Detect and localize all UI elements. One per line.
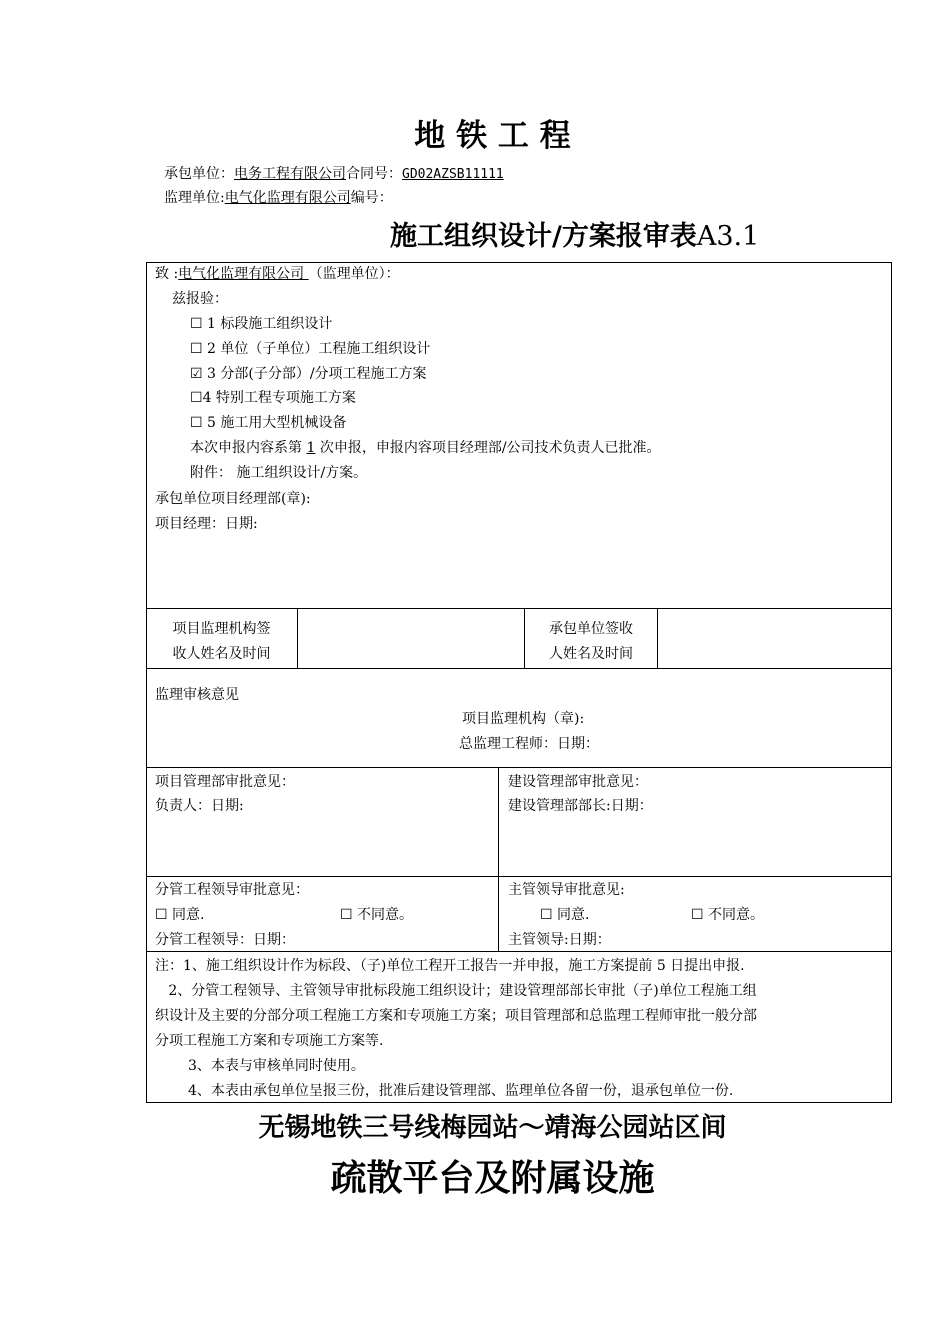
pm-dept-opinion: 项目管理部审批意见：	[155, 774, 295, 790]
contractor-sign-line2: 人姓名及时间	[549, 646, 633, 662]
declare-post: 次申报，申报内容项目经理部/公司技术负责人已批准。	[315, 440, 661, 456]
contractor-value: 电务工程有限公司	[234, 166, 346, 182]
supervisor-sign-line1: 项目监理机构签	[172, 621, 271, 637]
option-item	[190, 365, 427, 383]
sub-leader-disagree-checkbox[interactable]: ☐ 不同意。	[340, 907, 414, 923]
manager-date: 项目经理：日期:	[155, 516, 258, 532]
note-2-line2: 织设计及主要的分部分项工程施工方案和专项施工方案；项目管理部和总监理工程师审批一般分部	[155, 1008, 757, 1024]
supervisor-sign-line2: 收人姓名及时间	[172, 646, 271, 662]
contractor-sign-field[interactable]	[658, 609, 891, 668]
serial-label: 编号：	[350, 190, 393, 206]
sub-leader-opinion: 分管工程领导审批意见：	[155, 882, 309, 898]
supervisor-sign-label	[146, 617, 297, 667]
declare-pre: 本次申报内容系第	[190, 440, 307, 456]
supervisor-sign-field[interactable]	[298, 609, 524, 668]
chief-engineer-date: 总监理工程师：日期：	[459, 736, 599, 752]
attachment-line: 附件： 施工组织设计/方案。	[190, 465, 368, 481]
sub-leader-date: 分管工程领导：日期：	[155, 932, 295, 948]
checkbox-icon: ☐	[190, 390, 203, 406]
checkbox-icon: ☐	[190, 341, 203, 357]
supervision-org-seal: 项目监理机构（章):	[462, 711, 585, 727]
contractor-dept-seal: 承包单位项目经理部(章):	[155, 491, 311, 507]
note-2-line1: 2、分管工程领导、主管领导审批标段施工组织设计；建设管理部部长审批（子)单位工程施工组	[155, 983, 757, 999]
option-label: 2 单位（子单位）工程施工组织设计	[202, 341, 431, 357]
supervisor-label: 监理单位:	[164, 190, 225, 206]
contract-no-value: GD02AZSB11111	[402, 167, 504, 182]
build-dept-head: 建设管理部部长:日期：	[508, 798, 653, 814]
contractor-line	[164, 165, 504, 184]
declaration-line	[190, 439, 661, 457]
option-label: 4 特别工程专项施工方案	[202, 390, 356, 406]
note-2-line3: 分项工程施工方案和专项施工方案等.	[155, 1033, 384, 1049]
contract-no-label: 合同号：	[346, 166, 402, 182]
checkbox-icon: ☐	[190, 316, 203, 332]
contractor-sign-line1: 承包单位签收	[549, 621, 633, 637]
to-prefix: 致 :	[155, 266, 179, 282]
checkbox-icon: ☐	[190, 415, 203, 431]
option-item	[190, 340, 430, 358]
option-item	[190, 414, 346, 432]
option-label: 3 分部(子分部）/分项工程施工方案	[202, 366, 427, 382]
supervision-opinion: 监理审核意见	[155, 687, 239, 703]
note-1: 注：1、施工组织设计作为标段、（子)单位工程开工报告一并申报，施工方案提前 5 日提出申报.	[155, 958, 745, 974]
sub-leader-agree-checkbox[interactable]: ☐ 同意.	[155, 907, 205, 923]
project-section-title: 无锡地铁三号线梅园站～靖海公园站区间	[258, 1113, 727, 1143]
build-dept-opinion: 建设管理部审批意见：	[508, 774, 648, 790]
to-value: 电气化监理有限公司	[178, 266, 309, 282]
to-suffix: （监理单位）：	[308, 266, 400, 282]
supervisor-value: 电气化监理有限公司	[224, 190, 351, 206]
contractor-sign-label	[525, 617, 657, 667]
document-title: 地 铁 工 程	[414, 118, 571, 154]
recipient-line	[155, 265, 400, 283]
form-code: A3.1	[696, 221, 760, 252]
note-3: 3、本表与审核单同时使用。	[188, 1058, 365, 1074]
declare-number: 1	[306, 440, 316, 456]
project-subject-title: 疏散平台及附属设施	[330, 1158, 655, 1199]
form-title	[390, 219, 759, 255]
note-4: 4、本表由承包单位呈报三份，批准后建设管理部、监理单位各留一份，退承包单位一份.	[188, 1083, 734, 1099]
main-leader-agree-checkbox[interactable]: ☐ 同意.	[540, 907, 590, 923]
supervisor-line	[164, 189, 393, 207]
contractor-label: 承包单位：	[164, 166, 234, 182]
form-title-text: 施工组织设计/方案报审表	[390, 221, 697, 252]
option-item	[190, 389, 356, 407]
main-leader-disagree-checkbox[interactable]: ☐ 不同意。	[691, 907, 765, 923]
option-item	[190, 315, 332, 333]
submit-line: 兹报验：	[172, 291, 228, 307]
checked-checkbox-icon: ☑	[190, 366, 203, 382]
main-leader-date: 主管领导:日期：	[508, 932, 611, 948]
pm-dept-person: 负责人：日期:	[155, 798, 244, 814]
option-label: 5 施工用大型机械设备	[202, 415, 347, 431]
option-label: 1 标段施工组织设计	[202, 316, 333, 332]
main-leader-opinion: 主管领导审批意见:	[508, 882, 625, 898]
